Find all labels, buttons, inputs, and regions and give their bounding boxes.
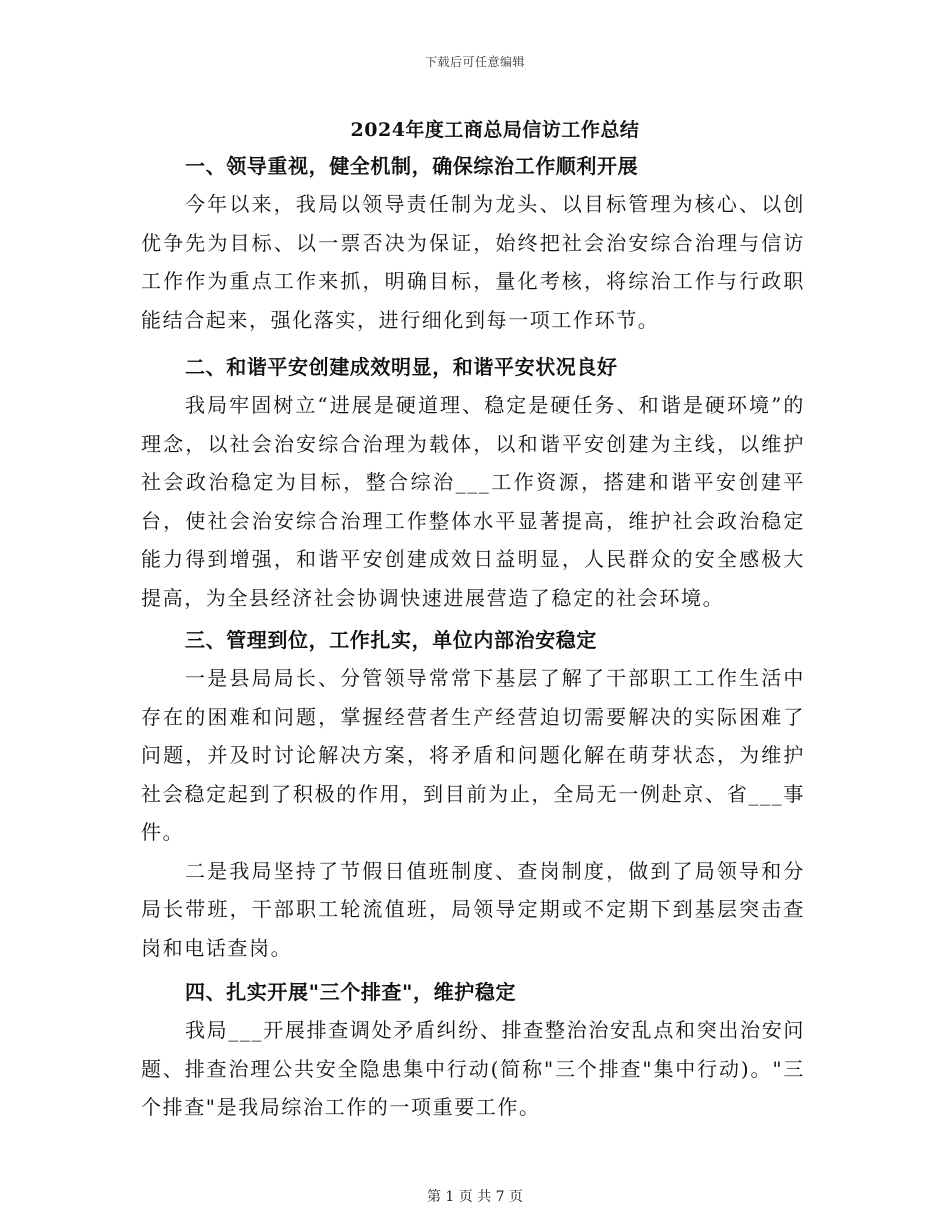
section-heading: 四、扎实开展"三个排查"，维护稳定	[185, 980, 517, 1004]
paragraph: 我局牢固树立“进展是硬道理、稳定是硬任务、和谐是硬环境”的理念，以社会治安综合治理为载体，以和谐平安创建为主线，以维护社会政治稳定为目标，整合综治___工作资源，搭建和谐平安创建平台，使社会治安综合治理工作整体水平显著提高，维护社会政治稳定能力得到增强，和谐平安创建成效日益明显，人民群众的安全感极大提高，为全县经济社会协调快速进展营造了稳定的社会环境。	[141, 393, 805, 610]
document-title: 2024年度工商总局信访工作总结	[350, 119, 640, 141]
paragraph: 一是县局局长、分管领导常常下基层了解了干部职工工作生活中存在的困难和问题，掌握经营者生产经营迫切需要解决的实际困难了问题，并及时讨论解决方案，将矛盾和问题化解在萌芽状态，为维护社会稳定起到了积极的作用，到目前为止，全局无一例赴京、省___事件。	[141, 666, 805, 844]
document-body	[141, 147, 805, 1127]
section-heading: 一、领导重视，健全机制，确保综治工作顺利开展	[185, 154, 639, 178]
section-heading: 三、管理到位，工作扎实，单位内部治安稳定	[185, 628, 597, 652]
header-note: 下载后可任意编辑	[424, 55, 525, 69]
section-heading: 二、和谐平安创建成效明显，和谐平安状况良好	[185, 355, 618, 379]
section-1	[141, 147, 805, 339]
section-4	[141, 973, 805, 1127]
paragraph: 我局___开展排查调处矛盾纠纷、排查整治治安乱点和突出治安问题、排查治理公共安全隐患集中行动(简称"三个排查"集中行动)。"三个排查"是我局综治工作的一项重要工作。	[141, 1018, 805, 1119]
section-2	[141, 348, 805, 617]
section-3	[141, 621, 805, 967]
paragraph: 今年以来，我局以领导责任制为龙头、以目标管理为核心、以创优争先为目标、以一票否决为保证，始终把社会治安综合治理与信访工作作为重点工作来抓，明确目标，量化考核，将综治工作与行政职能结合起来，强化落实，进行细化到每一项工作环节。	[141, 192, 805, 332]
page-number: 第 1 页 共 7 页	[426, 1189, 524, 1205]
paragraph: 二是我局坚持了节假日值班制度、查岗制度，做到了局领导和分局长带班，干部职工轮流值班，局领导定期或不定期下到基层突击查岗和电话查岗。	[141, 858, 805, 960]
